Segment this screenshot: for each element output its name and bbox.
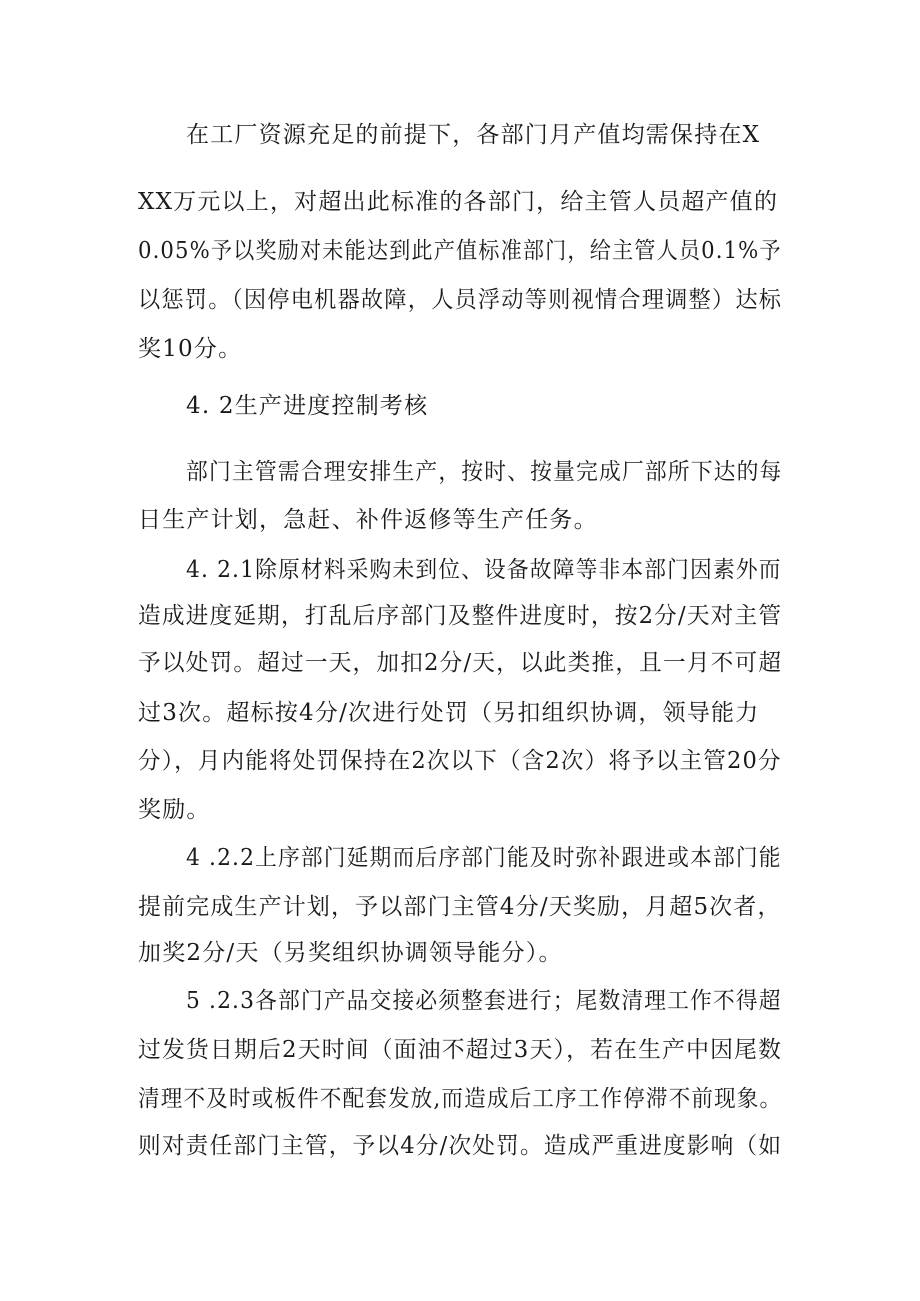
paragraph-line: 0.05%予以奖励对未能达到此产值标准部门，给主管人员0.1%予: [138, 238, 782, 264]
paragraph-line: 奖10分。: [138, 336, 243, 362]
paragraph-line: 5 .2.3各部门产品交接必须整套进行；尾数清理工作不得超: [186, 988, 782, 1014]
paragraph-line: 以惩罚。（因停电机器故障，人员浮动等则视情合理调整）达标: [138, 287, 783, 313]
paragraph-line: 奖励。: [138, 797, 211, 823]
section-heading: 4. 2生产进度控制考核: [186, 393, 429, 419]
paragraph-line: 在工厂资源充足的前提下，各部门月产值均需保持在X: [186, 122, 761, 148]
paragraph-line: 过3次。超标按4分/次进行处罚（另扣组织协调，领导能力: [138, 700, 760, 726]
paragraph-line: 清理不及时或板件不配套发放,而造成后工序工作停滞不前现象。: [138, 1086, 783, 1112]
paragraph-line: 4. 2.1除原材料采购未到位、设备故障等非本部门因素外而: [186, 557, 782, 583]
paragraph-line: 提前完成生产计划，予以部门主管4分/天奖励，月超5次者，: [138, 894, 782, 920]
paragraph-line: 造成进度延期，打乱后序部门及整件进度时，按2分/天对主管: [138, 603, 783, 629]
paragraph-line: 4 .2.2上序部门延期而后序部门能及时弥补跟进或本部门能: [186, 845, 782, 871]
paragraph-line: 过发货日期后2天时间（面油不超过3天），若在生产中因尾数: [138, 1037, 783, 1063]
paragraph-line: 日生产计划，急赶、补件返修等生产任务。: [138, 507, 598, 533]
paragraph-line: 予以处罚。超过一天，加扣2分/天，以此类推，且一月不可超: [138, 650, 783, 676]
paragraph-line: 则对责任部门主管，予以4分/次处罚。造成严重进度影响（如: [138, 1133, 783, 1159]
paragraph-line: 部门主管需合理安排生产，按时、按量完成厂部所下达的每: [186, 459, 783, 485]
paragraph-line: 分），月内能将处罚保持在2次以下（含2次）将予以主管20分: [138, 748, 782, 774]
paragraph-line: 加奖2分/天（另奖组织协调领导能分）。: [138, 940, 563, 966]
paragraph-line: XX万元以上，对超出此标准的各部门，给主管人员超产值的: [138, 189, 779, 215]
